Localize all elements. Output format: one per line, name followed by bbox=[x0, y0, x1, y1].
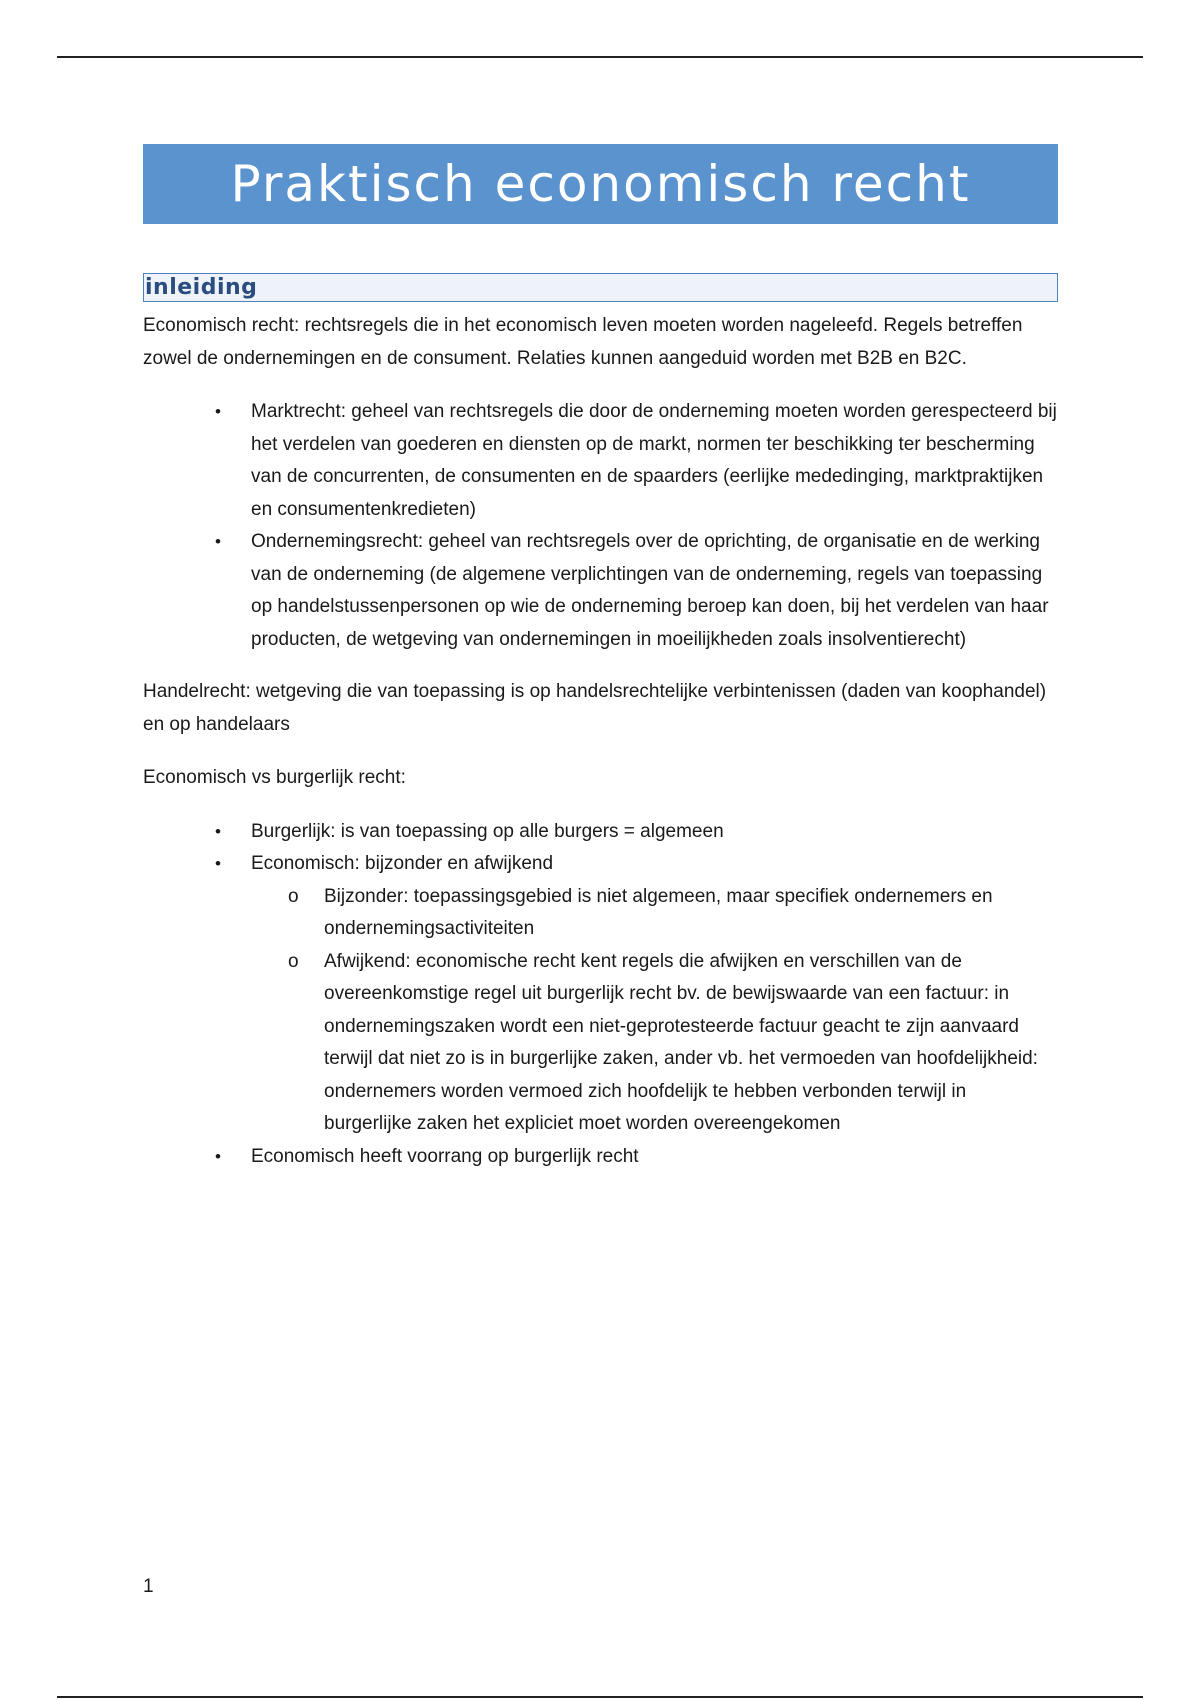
list-item-text: Burgerlijk: is van toepassing op alle burgers = algemeen bbox=[251, 820, 724, 842]
bullet-icon: • bbox=[215, 402, 221, 421]
list-item-text: Economisch: bijzonder en afwijkend bbox=[251, 853, 554, 874]
bullet-icon: • bbox=[215, 821, 221, 841]
page-content bbox=[143, 144, 1058, 1193]
footer-rule bbox=[57, 1696, 1143, 1698]
list-item bbox=[215, 526, 1058, 656]
list-item-text: Economisch heeft voorrang op burgerlijk recht bbox=[251, 1145, 639, 1167]
document-title: Praktisch economisch recht bbox=[143, 144, 1058, 224]
list-item bbox=[215, 1141, 1058, 1174]
sub-list-item bbox=[288, 946, 1058, 1141]
page-number: 1 bbox=[143, 1576, 154, 1597]
list-item-text: Ondernemingsrecht: geheel van rechtsregels over de oprichting, de organisatie en de werking van de onderneming (de algemene verplichtingen van de onderneming, regels van toepassing op handelstussenpersonen op wie de onderneming beroep kan doen, bij het verdelen van haar producten, de wetgeving van ondernemingen in moeilijkheden zoals insolventierecht) bbox=[251, 531, 1049, 650]
header-rule bbox=[57, 56, 1143, 58]
handelrecht-paragraph: Handelrecht: wetgeving die van toepassing is op handelsrechtelijke verbintenissen (daden van koophandel) en op handelaars bbox=[143, 681, 1047, 735]
circle-bullet-icon: o bbox=[288, 950, 299, 972]
list-item bbox=[215, 816, 1058, 849]
section-heading: inleiding bbox=[143, 273, 1058, 302]
bullet-icon: • bbox=[215, 532, 221, 551]
list-item bbox=[215, 396, 1058, 526]
economic-sublist bbox=[251, 881, 1058, 1141]
bullet-icon: • bbox=[215, 1146, 221, 1166]
list-item bbox=[215, 848, 1058, 1141]
law-types-list bbox=[143, 396, 1058, 656]
list-item-text: Marktrecht: geheel van rechtsregels die door de onderneming moeten worden gerespecteerd bij het verdelen van goederen en diensten op de markt, normen ter beschikking ter bescherming van de concurrenten, de consumenten en de spaarders (eerlijke mededinging, marktpraktijken en consumentenkredieten) bbox=[251, 401, 1057, 520]
circle-bullet-icon: o bbox=[288, 885, 299, 907]
intro-paragraph: Economisch recht: rechtsregels die in het economisch leven moeten worden nageleefd. Regels betreffen zowel de ondernemingen en de consument. Relaties kunnen aangeduid worden met B2B en B2C. bbox=[143, 315, 1023, 369]
comparison-list bbox=[143, 816, 1058, 1174]
sub-list-item-text: Afwijkend: economische recht kent regels die afwijken en verschillen van de overeenkomstige regel uit burgerlijk recht bv. de bewijswaarde van een factuur: in ondernemingszaken wordt een niet-geprotesteerde factuur geacht te zijn aanvaard terwijl dat niet zo is in burgerlijke zaken, ander vb. het vermoeden van hoofdelijkheid: ondernemers worden vermoed zich hoofdelijk te hebben verbonden terwijl in burgerlijke zaken het expliciet moet worden overeengekomen bbox=[324, 950, 1038, 1134]
bullet-icon: • bbox=[215, 854, 221, 873]
sub-list-item bbox=[288, 881, 1058, 946]
sub-list-item-text: Bijzonder: toepassingsgebied is niet algemeen, maar specifiek ondernemers en ondernemingsactiviteiten bbox=[324, 885, 993, 939]
comparison-heading: Economisch vs burgerlijk recht: bbox=[143, 767, 406, 788]
